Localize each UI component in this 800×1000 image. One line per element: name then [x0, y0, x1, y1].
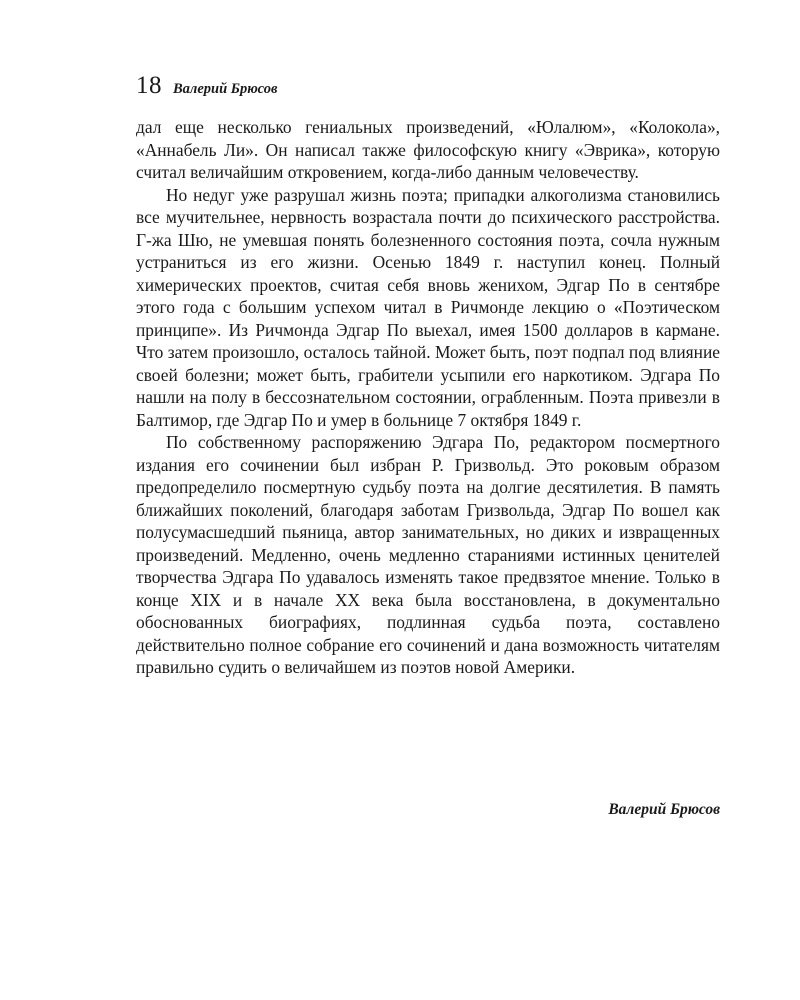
page-number: 18: [136, 72, 162, 99]
paragraph-2: Но недуг уже разрушал жизнь поэта; припадки алкоголизма становились все мучительнее, нервность возрастала почти до психического расстройства. Г-жа Шю, не умевшая понять болезненного состояния поэта, сочла нужным устраниться из его жизни. Осенью 1849 г. наступил конец. Полный химерических проектов, считая себя вновь женихом, Эдгар По в сентябре этого года с большим успехом читал в Ричмонде лекцию о «Поэтическом принципе». Из Ричмонда Эдгар По выехал, имея 1500 долларов в кармане. Что затем произошло, осталось тайной. Может быть, поэт подпал под влияние своей болезни; может быть, грабители усыпили его наркотиком. Эдгара По нашли на полу в бессознательном состоянии, ограбленным. Поэта привезли в Балтимор, где Эдгар По и умер в больнице 7 октября 1849 г.: [136, 184, 720, 430]
paragraph-3: По собственному распоряжению Эдгара По, редактором посмертного издания его сочинении был избран Р. Гризвольд. Это роковым образом предопределило посмертную судьбу поэта на долгие десятилетия. В память ближайших поколений, благодаря заботам Гризвольда, Эдгар По вошел как полусумасшедший пьяница, автор занимательных, но диких и извращенных произведений. Медленно, очень медленно стараниями истинных ценителей творчества Эдгара По удавалось изменять такое предвзятое мнение. Только в конце XIX и в начале XX века была восстановлена, в документально обоснованных биографиях, подлинная судьба поэта, составлено действительно полное собрание его сочинений и дана возможность читателям правильно судить о величайшем из поэтов новой Америки.: [136, 432, 720, 677]
running-title: Валерий Брюсов: [173, 81, 278, 97]
paragraph-1: дал еще несколько гениальных произведений, «Юлалюм», «Колокола», «Аннабель Ли». Он написал также философскую книгу «Эврика», которую считал величайшим откровением, когда-либо данным человечеству.: [136, 117, 720, 182]
body-text: [136, 116, 720, 679]
author-signature: Валерий Брюсов: [608, 801, 720, 818]
page-header: [136, 72, 277, 100]
